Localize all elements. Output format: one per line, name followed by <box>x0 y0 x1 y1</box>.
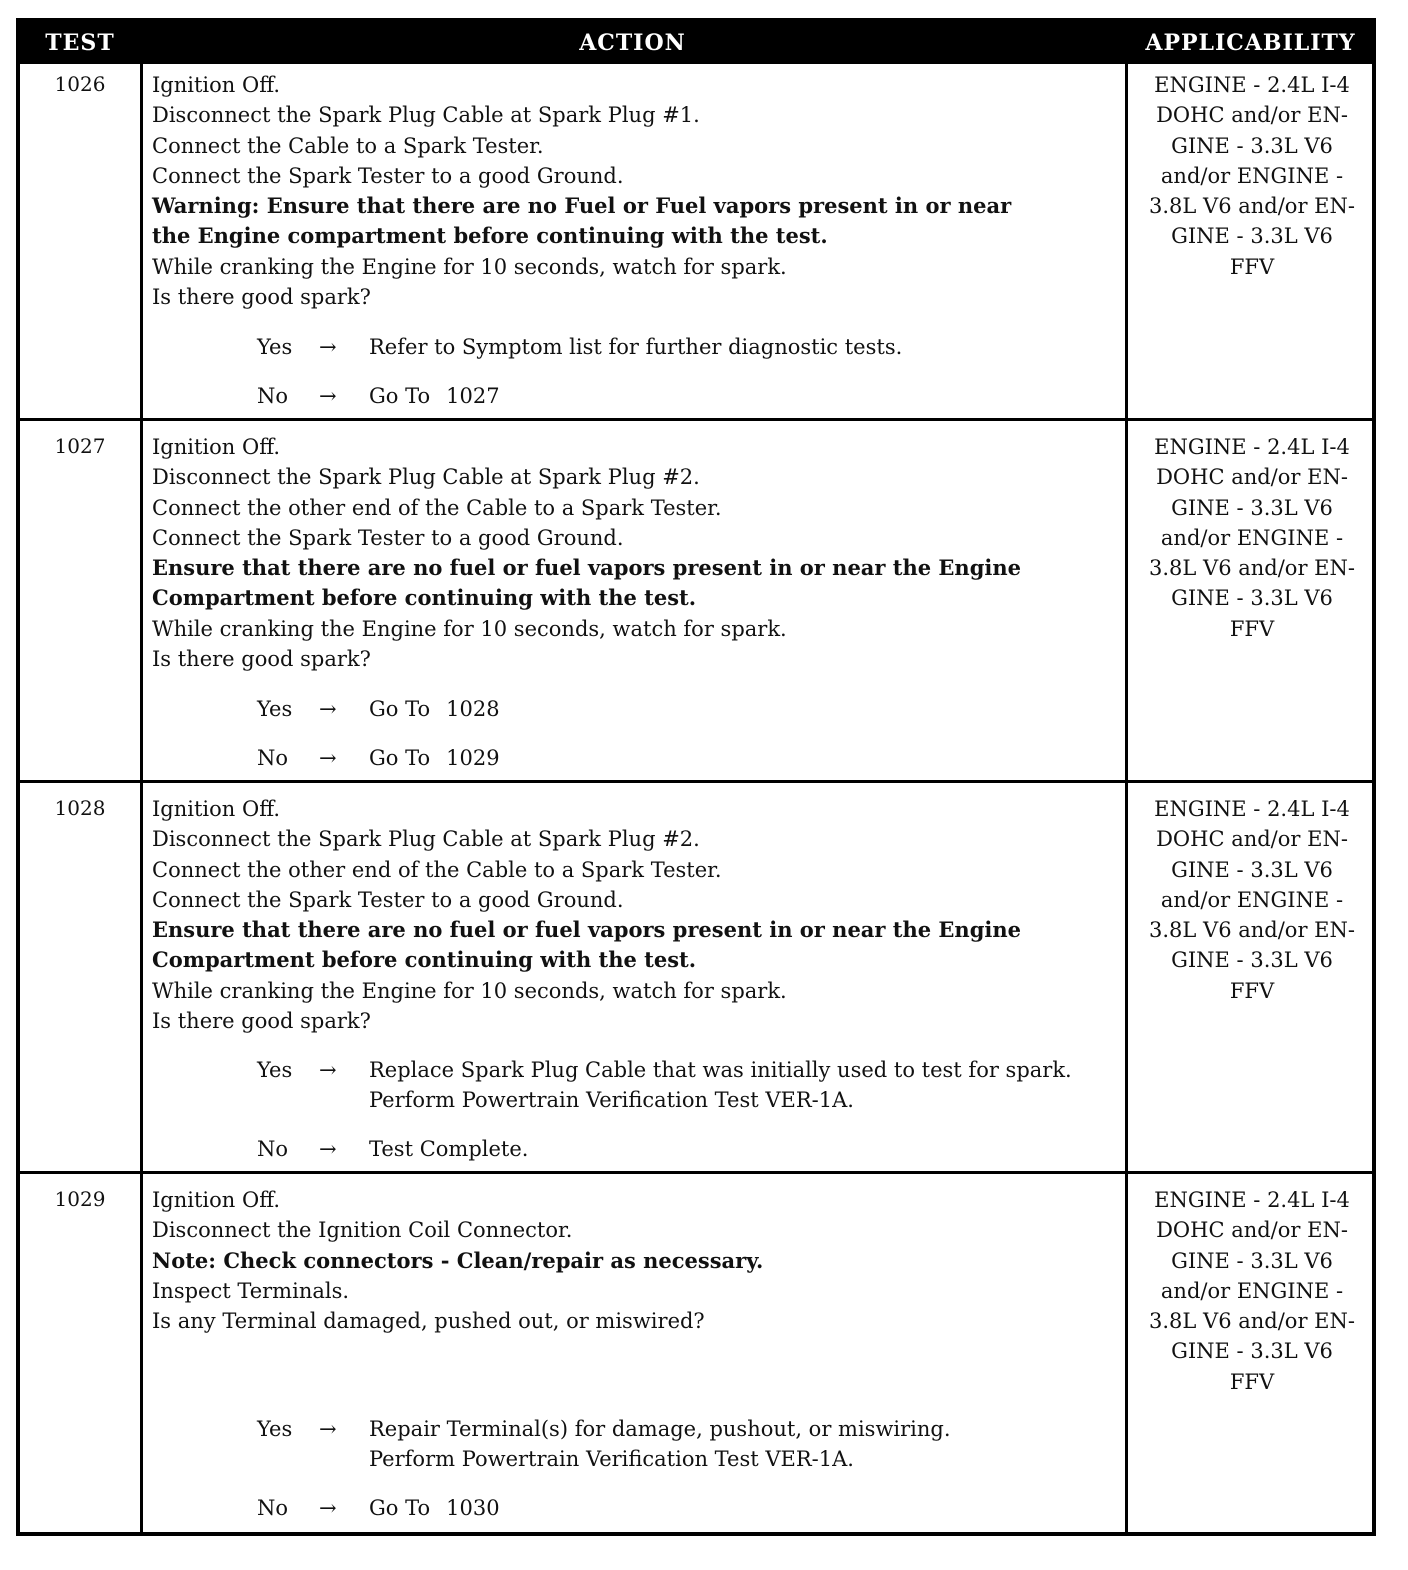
action-line: Disconnect the Spark Plug Cable at Spark Plug #2. <box>152 827 700 852</box>
warning-line: Compartment before continuing with the test. <box>152 947 697 973</box>
arrow-icon: → <box>319 1058 337 1082</box>
no-label: No <box>257 1137 289 1161</box>
test-action <box>146 794 1021 1036</box>
yes-text: Replace Spark Plug Cable that was initially used to test for spark. Perform Powertrain Verification Test VER-1A. <box>369 1058 1072 1112</box>
yes-label: Yes <box>257 1417 293 1441</box>
yes-label: Yes <box>257 697 293 721</box>
no-response <box>257 1134 1117 1164</box>
question-line: Is there good spark? <box>152 285 371 310</box>
goto-link[interactable]: Go To 1030 <box>369 1496 500 1520</box>
action-line: Disconnect the Spark Plug Cable at Spark Plug #1. <box>152 103 700 128</box>
action-line: While cranking the Engine for 10 seconds, watch for spark. <box>152 978 787 1003</box>
row-divider <box>20 418 1372 421</box>
goto-link[interactable]: Go To 1029 <box>369 746 500 770</box>
yes-label: Yes <box>257 335 293 359</box>
action-line: Ignition Off. <box>152 1188 281 1212</box>
warning-line: Ensure that there are no fuel or fuel vapors present in or near the Engine <box>152 555 1021 581</box>
question-line: Is there good spark? <box>152 647 371 672</box>
action-line: Connect the Spark Tester to a good Ground. <box>152 887 624 912</box>
yes-response <box>257 1414 1117 1474</box>
arrow-icon: → <box>319 384 337 408</box>
question-line: Is there good spark? <box>152 1009 371 1034</box>
arrow-icon: → <box>319 697 337 721</box>
note-line: Note: Check connectors - Clean/repair as necessary. <box>152 1247 764 1273</box>
applicability: ENGINE - 2.4L I-4 DOHC and/or EN- GINE - 3.3L V6 and/or ENGINE - 3.8L V6 and/or EN- GINE - 3.3L V6 FFV <box>1149 73 1355 279</box>
goto-link[interactable]: Go To 1028 <box>369 697 500 721</box>
no-label: No <box>257 1496 289 1520</box>
diagnostic-table <box>16 18 1376 1536</box>
yes-text: Refer to Symptom list for further diagnostic tests. <box>369 335 903 359</box>
action-line: While cranking the Engine for 10 seconds, watch for spark. <box>152 254 787 279</box>
test-action <box>146 432 1021 674</box>
row-divider <box>20 780 1372 783</box>
header-applicability: APPLICABILITY <box>1125 22 1376 64</box>
warning-line: the Engine compartment before continuing with the test. <box>152 223 828 249</box>
action-line: Inspect Terminals. <box>152 1278 350 1303</box>
action-line: Ignition Off. <box>152 435 281 459</box>
column-divider <box>140 22 143 1532</box>
applicability: ENGINE - 2.4L I-4 DOHC and/or EN- GINE - 3.3L V6 and/or ENGINE - 3.8L V6 and/or EN- GINE - 3.3L V6 FFV <box>1149 797 1355 1003</box>
yes-response <box>257 694 1117 724</box>
no-label: No <box>257 746 289 770</box>
action-line: Connect the other end of the Cable to a Spark Tester. <box>152 857 722 882</box>
action-line: Connect the other end of the Cable to a Spark Tester. <box>152 495 722 520</box>
warning-line: Ensure that there are no fuel or fuel vapors present in or near the Engine <box>152 917 1021 943</box>
arrow-icon: → <box>319 335 337 359</box>
arrow-icon: → <box>319 1417 337 1441</box>
test-action <box>146 1185 763 1336</box>
no-response <box>257 381 1117 411</box>
test-number: 1028 <box>54 796 106 820</box>
goto-link[interactable]: Go To 1027 <box>369 384 500 408</box>
action-line: Connect the Spark Tester to a good Ground. <box>152 525 624 550</box>
no-label: No <box>257 384 289 408</box>
header-test: TEST <box>20 22 140 64</box>
applicability: ENGINE - 2.4L I-4 DOHC and/or EN- GINE - 3.3L V6 and/or ENGINE - 3.8L V6 and/or EN- GINE - 3.3L V6 FFV <box>1149 1188 1355 1394</box>
yes-label: Yes <box>257 1058 293 1082</box>
action-line: Connect the Spark Tester to a good Ground. <box>152 163 624 188</box>
no-response <box>257 743 1117 773</box>
action-line: While cranking the Engine for 10 seconds, watch for spark. <box>152 616 787 641</box>
arrow-icon: → <box>319 1496 337 1520</box>
test-action <box>146 70 1011 312</box>
yes-text: Repair Terminal(s) for damage, pushout, or miswiring. Perform Powertrain Verification Test VER-1A. <box>369 1417 951 1471</box>
header-action: ACTION <box>140 22 1125 64</box>
applicability: ENGINE - 2.4L I-4 DOHC and/or EN- GINE - 3.3L V6 and/or ENGINE - 3.8L V6 and/or EN- GINE - 3.3L V6 FFV <box>1149 435 1355 641</box>
row-divider <box>20 1171 1372 1174</box>
no-response <box>257 1493 1117 1523</box>
arrow-icon: → <box>319 746 337 770</box>
warning-line: Compartment before continuing with the test. <box>152 585 697 611</box>
question-line: Is any Terminal damaged, pushed out, or miswired? <box>152 1309 705 1334</box>
test-number: 1027 <box>54 434 106 458</box>
no-text: Test Complete. <box>369 1137 529 1161</box>
test-number: 1029 <box>54 1187 106 1211</box>
action-line: Disconnect the Spark Plug Cable at Spark Plug #2. <box>152 465 700 490</box>
action-line: Ignition Off. <box>152 797 281 821</box>
arrow-icon: → <box>319 1137 337 1161</box>
warning-line: Warning: Ensure that there are no Fuel or Fuel vapors present in or near <box>152 193 1012 219</box>
test-number: 1026 <box>54 72 106 96</box>
action-line: Ignition Off. <box>152 73 281 97</box>
yes-response <box>257 1055 1127 1115</box>
action-line: Connect the Cable to a Spark Tester. <box>152 133 544 158</box>
action-line: Disconnect the Ignition Coil Connector. <box>152 1218 573 1243</box>
yes-response <box>257 332 1117 362</box>
